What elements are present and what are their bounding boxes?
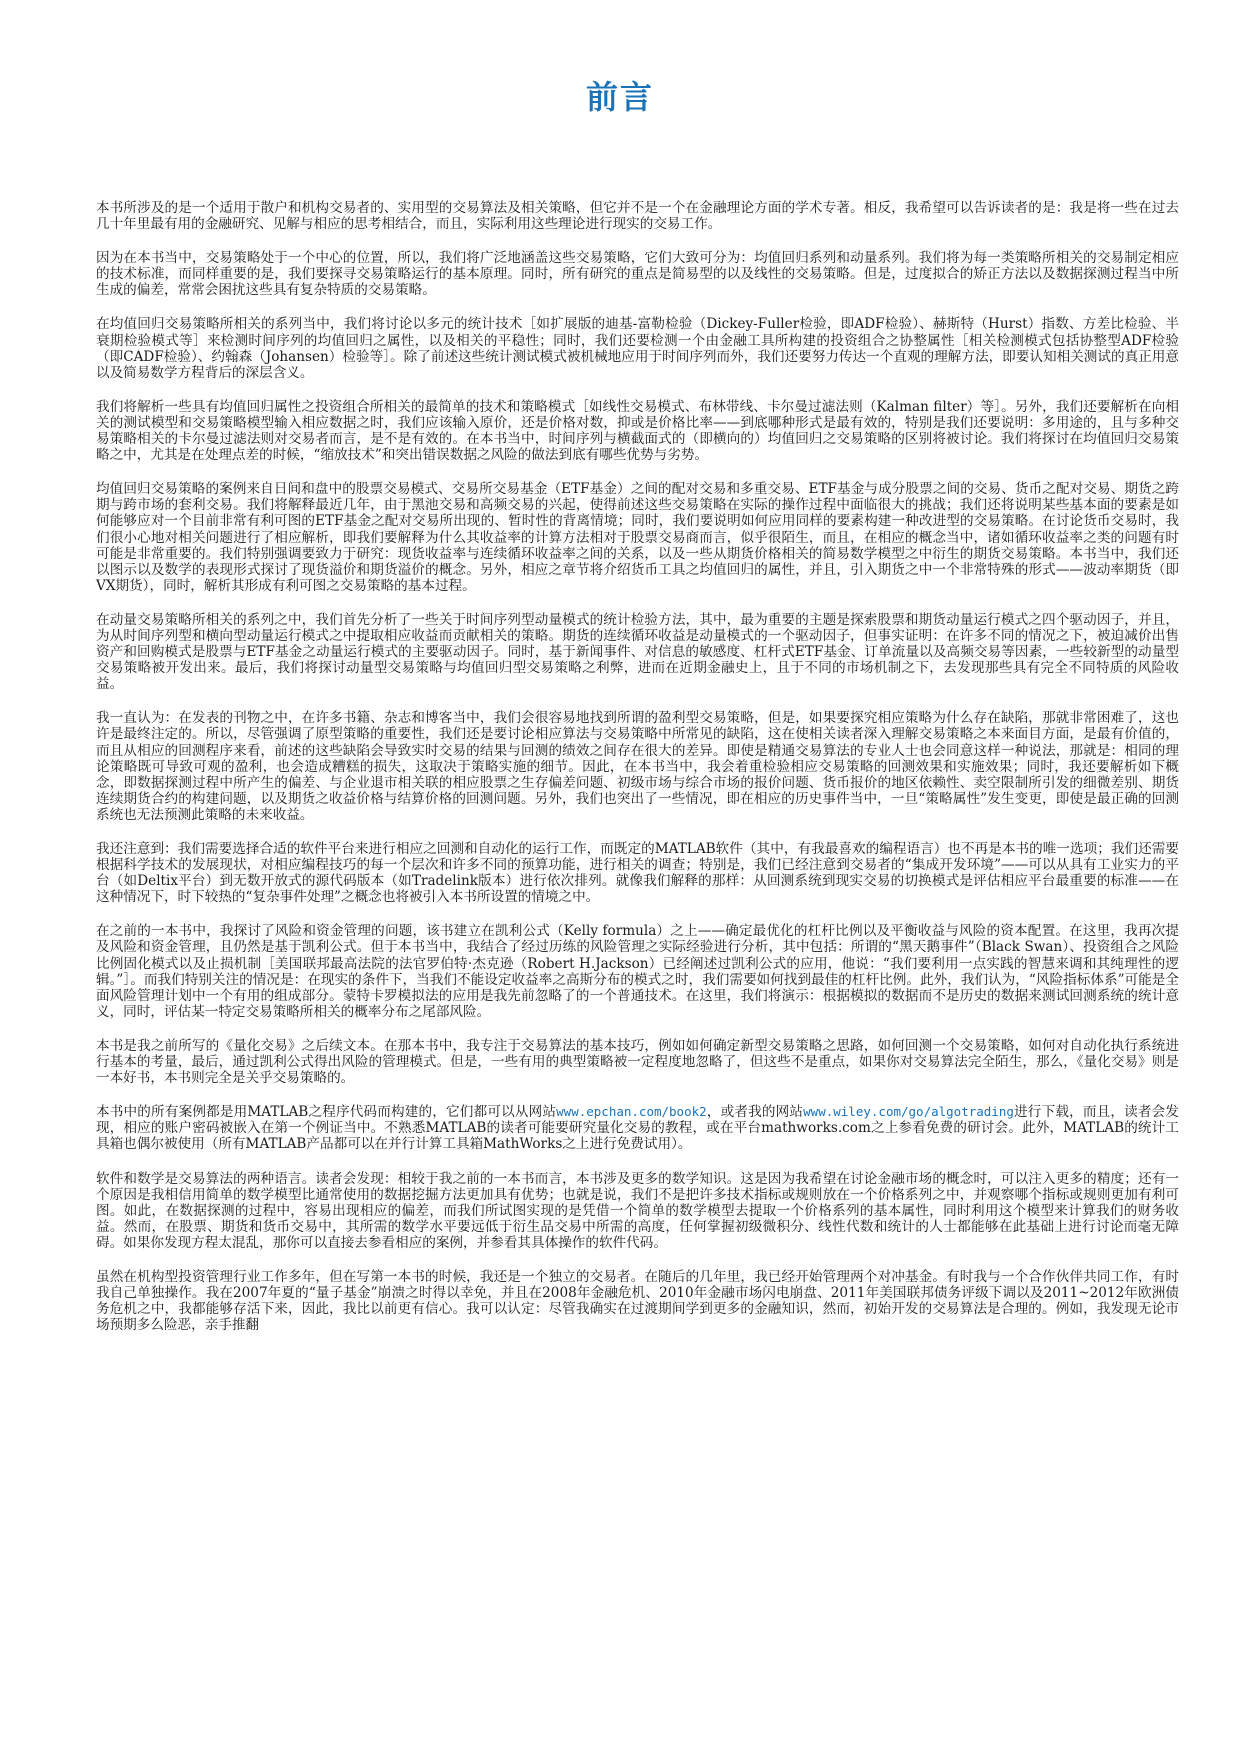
paragraph: 在均值回归交易策略所相关的系列当中，我们将讨论以多元的统计技术［如扩展版的迪基-富勒检验（Dickey-Fuller检验，即ADF检验）、赫斯特（Hurst）指数、方差比检验、半衰期检验模式等］来检测时间序列的均值回归之属性，以及相关的平稳性；同时，我们还要检测一个由金融工具所构建的投资组合之协整属性［相关检测模式包括协整型ADF检验（即CADF检验）、约翰森（Johansen）检验等］。除了前述这些统计测试模式被机械地应用于时间序列而外，我们还要努力传达一个直观的理解方法，即要认知相关测试的真正用意以及简易数学方程背后的深层含义。 <box>96 316 1179 381</box>
paragraph: 我还注意到：我们需要选择合适的软件平台来进行相应之回测和自动化的运行工作，而既定的MATLAB软件（其中，有我最喜欢的编程语言）也不再是本书的唯一选项；我们还需要根据科学技术的发展现状，对相应编程技巧的每一个层次和许多不同的预算功能，进行相关的调查；特别是，我们已经注意到交易者的“集成开发环境”——可以从具有工业实力的平台（如Deltix平台）到无数开放式的源代码版本（如Tradelink版本）进行依次排列。就像我们解释的那样：从回测系统到现实交易的切换模式是评估相应平台最重要的标准——在这种情况下，时下较热的“复杂事件处理”之概念也将被引入本书所设置的情境之中。 <box>96 841 1179 906</box>
page-title: 前言 <box>585 78 654 116</box>
paragraph: 本书所涉及的是一个适用于散户和机构交易者的、实用型的交易算法及相关策略，但它并不是一个在金融理论方面的学术专著。相反，我希望可以告诉读者的是：我是将一些在过去几十年里最有用的金融研究、见解与相应的思考相结合，而且，实际利用这些理论进行现实的交易工作。 <box>96 200 1179 233</box>
paragraph: 我一直认为：在发表的刊物之中，在许多书籍、杂志和博客当中，我们会很容易地找到所谓的盈利型交易策略，但是，如果要探究相应策略为什么存在缺陷，那就非常困难了，这也许是最终注定的。所以，尽管强调了原型策略的重要性，我们还是要讨论相应算法与交易策略中所常见的缺陷，这在使相关读者深入理解交易策略之本来面目方面，是最有价值的，而且从相应的回测程序来看，前述的这些缺陷会导致实时交易的结果与回测的绩效之间存在很大的差异。即使是精通交易算法的专业人士也会同意这样一种说法，那就是：相同的理论策略既可导致可观的盈利，也会造成糟糕的损失，这取决于策略实施的细节。因此，在本书当中，我会着重检验相应交易策略的回测效果和实施效果；同时，我还要解析如下概念，即数据探测过程中所产生的偏差、与企业退市相关联的相应股票之生存偏差问题、初级市场与综合市场的报价问题、货币报价的地区依赖性、卖空限制所引发的细微差别、期货连续期货合约的构建问题，以及期货之收益价格与结算价格的回测问题。另外，我们也突出了一些情况，即在相应的历史事件当中，一旦“策略属性”发生变更，即使是最正确的回测系统也无法预测此策略的未来收益。 <box>96 710 1179 823</box>
paragraph-text: 进行下载，而且，读者会发现，相应的账户密码被嵌入在第一个例证当中。不熟悉MATLAB的读者可能要研究量化交易的教程，或在平台mathworks.com之上参看免费的研讨会。此外，MATLAB的统计工具箱也偶尔被使用（所有MATLAB产品都可以在并行计算工具箱MathWorks之上进行免费试用）。 <box>96 1104 1180 1153</box>
paragraph-text: 本书中的所有案例都是用MATLAB之程序代码而构建的，它们都可以从网站 <box>96 1104 557 1121</box>
epchan-link[interactable]: www.epchan.com/book2 <box>556 1104 707 1120</box>
paragraph: 虽然在机构型投资管理行业工作多年，但在写第一本书的时候，我还是一个独立的交易者。在随后的几年里，我已经开始管理两个对冲基金。有时我与一个合作伙伴共同工作，有时我自己单独操作。我在2007年夏的“量子基金”崩溃之时得以幸免，并且在2008年金融危机、2010年金融市场闪电崩盘、2011年美国联邦债务评级下调以及2011~2012年欧洲债务危机之中，我都能够存活下来，因此，我比以前更有信心。我可以认定：尽管我确实在过渡期间学到更多的金融知识，然而，初始开发的交易算法是合理的。例如，我发现无论市场预期多么险恶，亲手推翻 <box>96 1268 1179 1334</box>
paragraph: 均值回归交易策略的案例来自日间和盘中的股票交易模式、交易所交易基金（ETF基金）之间的配对交易和多重交易、ETF基金与成分股票之间的交易、货币之配对交易、期货之跨期与跨市场的套利交易。我们将解释最近几年，由于黑池交易和高频交易的兴起，使得前述这些交易策略在实际的操作过程中面临很大的挑战；我们还将说明某些基本面的要素是如何能够应对一个目前非常有利可图的ETF基金之配对交易所出现的、暂时性的背离情境；同时，我们要说明如何应用同样的要素构建一种改进型的交易策略。在讨论货币交易时，我们很小心地对相关问题进行了相应解析，即我们要解释为什么其收益率的计算方法相对于股票交易商而言，似乎很陌生，而且，在相应的概念当中，诸如循环收益率之类的问题有时可能是非常重要的。我们特别强调要致力于研究：现货收益率与连续循环收益率之间的关系，以及一些从期货价格相关的简易数学模型之中衍生的期货交易策略。本书当中，我们还以图示以及数学的表现形式探讨了现货溢价和期货溢价的概念。另外，相应之章节将介绍货币工具之均值回归的属性，并且，引入期货之中一个非常特殊的形式——波动率期货（即VX期货），同时，解析其形成有利可图之交易策略的基本过程。 <box>96 481 1179 594</box>
wiley-link[interactable]: www.wiley.com/go/algotrading <box>803 1104 1014 1120</box>
paragraph: 因为在本书当中，交易策略处于一个中心的位置，所以，我们将广泛地涵盖这些交易策略，它们大致可分为：均值回归系列和动量系列。我们将为每一类策略所相关的交易制定相应的技术标准，而同样重要的是，我们要探寻交易策略运行的基本原理。同时，所有研究的重点是简易型的以及线性的交易策略。但是，过度拟合的矫正方法以及数据探测过程当中所生成的偏差，常常会困扰这些具有复杂特质的交易策略。 <box>96 250 1179 299</box>
paragraph: 本书是我之前所写的《量化交易》之后续文本。在那本书中，我专注于交易算法的基本技巧，例如如何确定新型交易策略之思路，如何回测一个交易策略，如何对自动化执行系统进行基本的考量，最后，通过凯利公式得出风险的管理模式。但是，一些有用的典型策略被一定程度地忽略了，但这些不是重点，如果你对交易算法完全陌生，那么，《量化交易》则是一本好书，本书则完全是关乎交易策略的。 <box>96 1037 1179 1087</box>
paragraph-text: ，或者我的网站 <box>706 1104 804 1121</box>
body-text <box>96 200 1179 1351</box>
paragraph: 在动量交易策略所相关的系列之中，我们首先分析了一些关于时间序列型动量模式的统计检验方法，其中，最为重要的主题是探索股票和期货动量运行模式之四个驱动因子，并且，为从时间序列型和横向型动量运行模式之中提取相应收益而贡献相关的策略。期货的连续循环收益是动量模式的一个驱动因子，但事实证明：在许多不同的情况之下，被迫减价出售资产和回购模式是股票与ETF基金之动量运行模式的主要驱动因子。同时，基于新闻事件、对信息的敏感度、杠杆式ETF基金、订单流量以及高频交易等因素，一些较新型的动量型交易策略被开发出来。最后，我们将探讨动量型交易策略与均值回归型交易策略之利弊，进而在近期金融史上，且于不同的市场机制之下，去发现那些具有完全不同特质的风险收益。 <box>96 611 1179 693</box>
paragraph: 软件和数学是交易算法的两种语言。读者会发现：相较于我之前的一本书而言，本书涉及更多的数学知识。这是因为我希望在讨论金融市场的概念时，可以注入更多的精度；还有一个原因是我相信用简单的数学模型比通常使用的数据挖掘方法更加具有优势；也就是说，我们不是把许多技术指标或规则放在一个价格系列之中，并观察哪个指标或规则更加有利可图。如此，在数据探测的过程中，容易出现相应的偏差，而我们所试图实现的是凭借一个简单的数学模型去提取一个价格系列的基本属性，同时利用这个模型来计算我们的财务收益。然而，在股票、期货和货币交易中，其所需的数学水平要远低于衍生品交易中所需的高度，任何掌握初级微积分、线性代数和统计的人士都能够在此基础上进行讨论而毫无障碍。如果你发现方程太混乱，那你可以直接去参看相应的案例，并参看其具体操作的软件代码。 <box>96 1170 1179 1251</box>
paragraph: 我们将解析一些具有均值回归属性之投资组合所相关的最简单的技术和策略模式［如线性交易模式、布林带线、卡尔曼过滤法则（Kalman filter）等］。另外，我们还要解析在向相关的测试模型和交易策略模型输入相应数据之时，我们应该输入原价，还是价格对数，抑或是价格比率——到底哪种形式是最有效的，特别是我们还要说明：多用途的，且与多种交易策略相关的卡尔曼过滤法则对交易者而言，是不是有效的。在本书当中，时间序列与横截面式的（即横向的）均值回归之交易策略的区别将被讨论。我们将探讨在均值回归交易策略之中，尤其是在处理点差的时候，“缩放技术”和突出错误数据之风险的做法到底有哪些优势与劣势。 <box>96 398 1179 464</box>
paragraph: 在之前的一本书中，我探讨了风险和资金管理的问题，该书建立在凯利公式（Kelly formula）之上——确定最优化的杠杆比例以及平衡收益与风险的资本配置。在这里，我再次提及风险和资金管理，且仍然是基于凯利公式。但于本书当中，我结合了经过历练的风险管理之实际经验进行分析，其中包括：所谓的“黑天鹅事件”（Black Swan）、投资组合之风险比例固化模式以及止损机制［美国联邦最高法院的法官罗伯特·杰克逊（Robert H.Jackson）已经阐述过凯利公式的应用，他说：“我们要利用一点实践的智慧来调和其纯理性的逻辑。”］。而我们特别关注的情况是：在现实的条件下，当我们不能设定收益率之高斯分布的模式之时，我们需要如何找到最佳的杠杆比例。此外，我们认为，“风险指标体系”可能是全面风险管理计划中一个有用的组成部分。蒙特卡罗模拟法的应用是我先前忽略了的一个普通技术。在这里，我们将演示：根据模拟的数据而不是历史的数据来测试回测系统的统计意义，同时，评估某一特定交易策略所相关的概率分布之尾部风险。 <box>96 923 1179 1020</box>
paragraph-with-links <box>96 1104 1179 1152</box>
